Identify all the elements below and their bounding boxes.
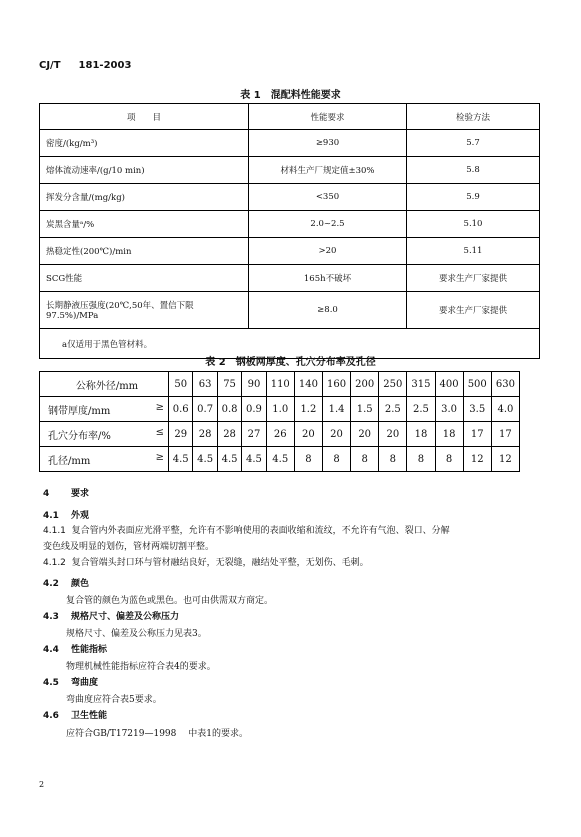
table1-head-requirement: 性能要求 <box>249 104 407 130</box>
table2-value-cell: 28 <box>193 422 217 447</box>
table1-row <box>40 292 540 329</box>
table2-value-cell: 8 <box>322 447 350 472</box>
standard-number: 181-2003 <box>78 60 132 71</box>
table1-cell-item: 熔体流动速率/(g/10 min) <box>40 157 249 184</box>
table2-value-cell: 17 <box>491 422 519 447</box>
table2-row-symbol: ≥ <box>155 451 164 463</box>
table2-caption <box>0 353 581 368</box>
section-4-4-heading <box>43 642 107 655</box>
table2-value-cell: 8 <box>435 447 463 472</box>
paragraph-4-5: 弯曲度应符合表5要求。 <box>66 695 162 705</box>
section-title: 外观 <box>71 511 90 521</box>
table2-value-cell: 8 <box>407 447 435 472</box>
table2-value-cell: 4.5 <box>169 447 193 472</box>
page-number: 2 <box>39 780 45 789</box>
section-title: 弯曲度 <box>71 678 99 688</box>
paragraph-4-4: 物理机械性能指标应符合表4的要求。 <box>66 662 216 672</box>
table2-value-cell: 3.5 <box>463 397 491 422</box>
clause-number: 4.1.1 <box>43 526 66 536</box>
table2-row-thickness <box>40 397 520 422</box>
table1-cell-item: 炭黑含量ᵃ/% <box>40 211 249 238</box>
table2-row-hole-ratio <box>40 422 520 447</box>
table1-cell-method: 5.8 <box>407 157 540 184</box>
table1-row <box>40 265 540 292</box>
paragraph-4-3: 规格尺寸、偏差及公称压力见表3。 <box>66 629 207 639</box>
table1-item-line1: 长期静液压强度(20℃,50年、置信下限 <box>46 301 194 311</box>
table2-diameter-cell: 110 <box>266 372 294 397</box>
table1-item-line2: 97.5%)/MPa <box>46 311 99 321</box>
section-title: 卫生性能 <box>71 711 108 721</box>
table2-diameter-cell: 63 <box>193 372 217 397</box>
table1-cell-method: 5.10 <box>407 211 540 238</box>
table1-cell-item: SCG性能 <box>40 265 249 292</box>
table1-row <box>40 130 540 157</box>
section-4-2-heading <box>43 576 89 589</box>
table2-header-label: 公称外径/mm <box>40 372 169 397</box>
table1-cell-method: 要求生产厂家提供 <box>407 292 540 329</box>
section-number: 4.5 <box>43 678 59 688</box>
table2-value-cell: 2.5 <box>407 397 435 422</box>
table2-row-symbol: ≥ <box>155 401 164 413</box>
table1-mix-performance <box>39 103 540 359</box>
table2-diameter-cell: 500 <box>463 372 491 397</box>
table2-value-cell: 0.7 <box>193 397 217 422</box>
table2-value-cell: 20 <box>294 422 322 447</box>
section-title: 规格尺寸、偏差及公称压力 <box>71 612 180 622</box>
table2-diameter-cell: 200 <box>351 372 379 397</box>
table1-caption-num: 表 1 <box>240 90 261 101</box>
section-4-5-heading <box>43 675 98 688</box>
table2-value-cell: 26 <box>266 422 294 447</box>
table2-value-cell: 18 <box>407 422 435 447</box>
clause-number: 4.1.2 <box>43 558 66 568</box>
table2-diameter-cell: 90 <box>242 372 266 397</box>
section-title: 颜色 <box>71 579 90 589</box>
table2-row-hole-diameter <box>40 447 520 472</box>
table2-value-cell: 1.5 <box>351 397 379 422</box>
table1-cell-requirement: <350 <box>249 184 407 211</box>
table2-diameter-cell: 160 <box>322 372 350 397</box>
table2-value-cell: 0.6 <box>169 397 193 422</box>
table2-value-cell: 4.5 <box>242 447 266 472</box>
table2-value-cell: 28 <box>217 422 241 447</box>
section-number: 4 <box>43 489 50 499</box>
table1-row <box>40 211 540 238</box>
table2-diameter-cell: 75 <box>217 372 241 397</box>
table1-cell-item <box>40 292 249 329</box>
table1-head-method: 检验方法 <box>407 104 540 130</box>
table2-steel-mesh <box>39 371 520 472</box>
section-4-6-heading <box>43 708 107 721</box>
table2-caption-title: 钢板网厚度、孔穴分布率及孔径 <box>235 357 376 368</box>
table2-value-cell: 0.9 <box>242 397 266 422</box>
table1-cell-method: 要求生产厂家提供 <box>407 265 540 292</box>
standard-code: CJ/T <box>39 60 61 71</box>
table2-value-cell: 20 <box>351 422 379 447</box>
table2-value-cell: 12 <box>491 447 519 472</box>
table2-value-cell: 8 <box>351 447 379 472</box>
table1-caption <box>0 86 581 101</box>
table2-caption-num: 表 2 <box>205 357 226 368</box>
clause-text-line1: 复合管内外表面应光滑平整，允许有不影响使用的表面收缩和流纹，不允许有气泡、裂口、分解 <box>71 526 450 536</box>
table2-value-cell: 20 <box>322 422 350 447</box>
table1-cell-method: 5.7 <box>407 130 540 157</box>
table2-value-cell: 4.5 <box>217 447 241 472</box>
section-number: 4.4 <box>43 645 59 655</box>
table2-value-cell: 0.8 <box>217 397 241 422</box>
table2-value-cell: 18 <box>435 422 463 447</box>
section-number: 4.1 <box>43 511 59 521</box>
table2-value-cell: 20 <box>379 422 407 447</box>
table2-diameter-cell: 630 <box>491 372 519 397</box>
table1-cell-method: 5.11 <box>407 238 540 265</box>
paragraph-4-2: 复合管的颜色为蓝色或黑色。也可由供需双方商定。 <box>66 596 274 606</box>
table2-value-cell: 3.0 <box>435 397 463 422</box>
table2-row-label <box>40 422 169 447</box>
section-title: 要求 <box>71 489 90 499</box>
table2-value-cell: 2.5 <box>379 397 407 422</box>
table2-row-label <box>40 397 169 422</box>
table2-value-cell: 4.5 <box>266 447 294 472</box>
table1-cell-requirement: 165h不破坏 <box>249 265 407 292</box>
document-header <box>39 60 131 71</box>
section-number: 4.2 <box>43 579 59 589</box>
paragraph-4-1-1 <box>43 523 523 555</box>
table1-caption-title: 混配料性能要求 <box>270 90 341 101</box>
table1-cell-requirement: ≥930 <box>249 130 407 157</box>
section-number: 4.3 <box>43 612 59 622</box>
paragraph-4-1-2 <box>43 555 523 571</box>
table1-cell-requirement: >20 <box>249 238 407 265</box>
clause-text-line2: 变色线及明显的划伤，管材两端切割平整。 <box>43 542 215 552</box>
table1-footnote: a仅适用于黑色管材料。 <box>40 329 540 359</box>
section-title: 性能指标 <box>71 645 108 655</box>
table1-cell-item: 挥发分含量/(mg/kg) <box>40 184 249 211</box>
table1-cell-requirement: ≥8.0 <box>249 292 407 329</box>
clause-text: 复合管端头封口环与管材融结良好，无裂缝，融结处平整，无划伤、毛刺。 <box>71 558 369 568</box>
table2-value-cell: 17 <box>463 422 491 447</box>
table2-diameter-cell: 400 <box>435 372 463 397</box>
table2-row-label-text: 孔径/mm <box>48 455 91 467</box>
table2-diameter-cell: 315 <box>407 372 435 397</box>
paragraph-4-6: 应符合GB/T17219—1998 中表1的要求。 <box>66 729 248 739</box>
table1-cell-item: 热稳定性(200℃)/min <box>40 238 249 265</box>
table1-cell-requirement: 2.0~2.5 <box>249 211 407 238</box>
table2-value-cell: 8 <box>294 447 322 472</box>
table2-diameter-cell: 250 <box>379 372 407 397</box>
table2-value-cell: 8 <box>379 447 407 472</box>
table1-cell-item: 密度/(kg/m³) <box>40 130 249 157</box>
table1-head-item: 项 目 <box>40 104 249 130</box>
section-4-3-heading <box>43 609 179 622</box>
table1-row <box>40 157 540 184</box>
table1-header-row <box>40 104 540 130</box>
table1-row <box>40 184 540 211</box>
table2-value-cell: 1.4 <box>322 397 350 422</box>
section-4-heading <box>43 486 89 499</box>
section-4-1-heading <box>43 508 89 521</box>
table2-value-cell: 1.0 <box>266 397 294 422</box>
table2-value-cell: 4.0 <box>491 397 519 422</box>
table1-cell-requirement: 材料生产厂规定值±30% <box>249 157 407 184</box>
table2-value-cell: 27 <box>242 422 266 447</box>
table2-row-label-text: 孔穴分布率/% <box>48 430 111 442</box>
table2-value-cell: 1.2 <box>294 397 322 422</box>
table2-header-row <box>40 372 520 397</box>
table2-diameter-cell: 50 <box>169 372 193 397</box>
table2-row-label <box>40 447 169 472</box>
table2-value-cell: 29 <box>169 422 193 447</box>
table2-row-symbol: ≤ <box>155 426 164 438</box>
table1-cell-method: 5.9 <box>407 184 540 211</box>
section-number: 4.6 <box>43 711 59 721</box>
table2-row-label-text: 钢带厚度/mm <box>48 405 111 417</box>
table2-diameter-cell: 140 <box>294 372 322 397</box>
table2-value-cell: 4.5 <box>193 447 217 472</box>
table1-row <box>40 238 540 265</box>
table2-value-cell: 12 <box>463 447 491 472</box>
